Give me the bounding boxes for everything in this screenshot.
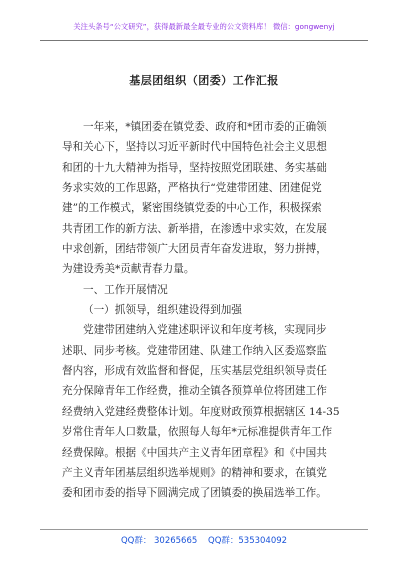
text-line: 经费保障。根据《中国共产主义青年团章程》和《中国共 <box>62 446 327 459</box>
footer-divider <box>40 529 368 530</box>
text-line: 为建设秀美*贡献青春力量。 <box>62 263 195 276</box>
section-1-heading: 一、工作开展情况 <box>83 283 168 296</box>
text-line: 一年来，*镇团委在镇党委、政府和*团市委的正确领 <box>83 121 327 133</box>
text-line: 中求创新，团结带领广大团员青年奋发进取，努力拼搏， <box>62 243 327 256</box>
header-banner: 关注头条号“公文研究”，获得最新最全最专业的公文资料库！ 微信：gongwenyj <box>73 22 335 31</box>
text-line: 述职、同步考核。党建带团建、队建工作纳入区委巡察监 <box>62 344 327 357</box>
subsection-heading <box>62 300 348 320</box>
text-line: 充分保障青年工作经费，推动全镇各预算单位将团建工作 <box>62 385 327 398</box>
text-line: 共青团工作的新方法、新举措，在渗透中求实效，在发展 <box>62 222 327 235</box>
paragraph-2 <box>62 320 348 503</box>
text-line: 经费纳入党建经费整体计划。年度财政预算根据辖区 14-35 <box>62 405 340 418</box>
text-line: 产主义青年团基层组织选举规则》的精神和要求，在镇党 <box>62 466 327 479</box>
text-line: 委和团市委的指导下圆满完成了团镇委的换届选举工作。 <box>62 487 327 500</box>
qq-group-1: QQ群： 30265665 <box>120 536 198 546</box>
subsection-1-heading: （一）抓领导，组织建设得到加强 <box>83 304 242 317</box>
text-line: 党建带团建纳入党建述职评议和年度考核，实现同步 <box>83 324 327 337</box>
header-divider <box>40 40 368 41</box>
document-body <box>62 117 348 504</box>
document-title: 基层团组织（团委）工作汇报 <box>129 74 279 87</box>
text-line: 导和关心下，坚持以习近平新时代中国特色社会主义思想 <box>62 141 327 154</box>
paragraph-1 <box>62 117 348 280</box>
text-line: 务求实效的工作思路，严格执行“党建带团建、团建促党 <box>62 182 322 195</box>
text-line: 和团的十九大精神为指导，坚持按照党团联建、务实基础 <box>62 161 327 174</box>
text-line: 岁常住青年人口数量，依照每人每年*元标准提供青年工作 <box>62 426 333 439</box>
text-line: 建”的工作模式，紧密围绕镇党委的中心工作，积极探索 <box>62 202 322 215</box>
footer <box>0 534 408 546</box>
qq-group-2: QQ群：535304092 <box>208 536 288 546</box>
text-line: 督内容，形成有效监督和督促，压实基层党组织领导责任 <box>62 365 327 378</box>
section-heading <box>62 280 348 300</box>
